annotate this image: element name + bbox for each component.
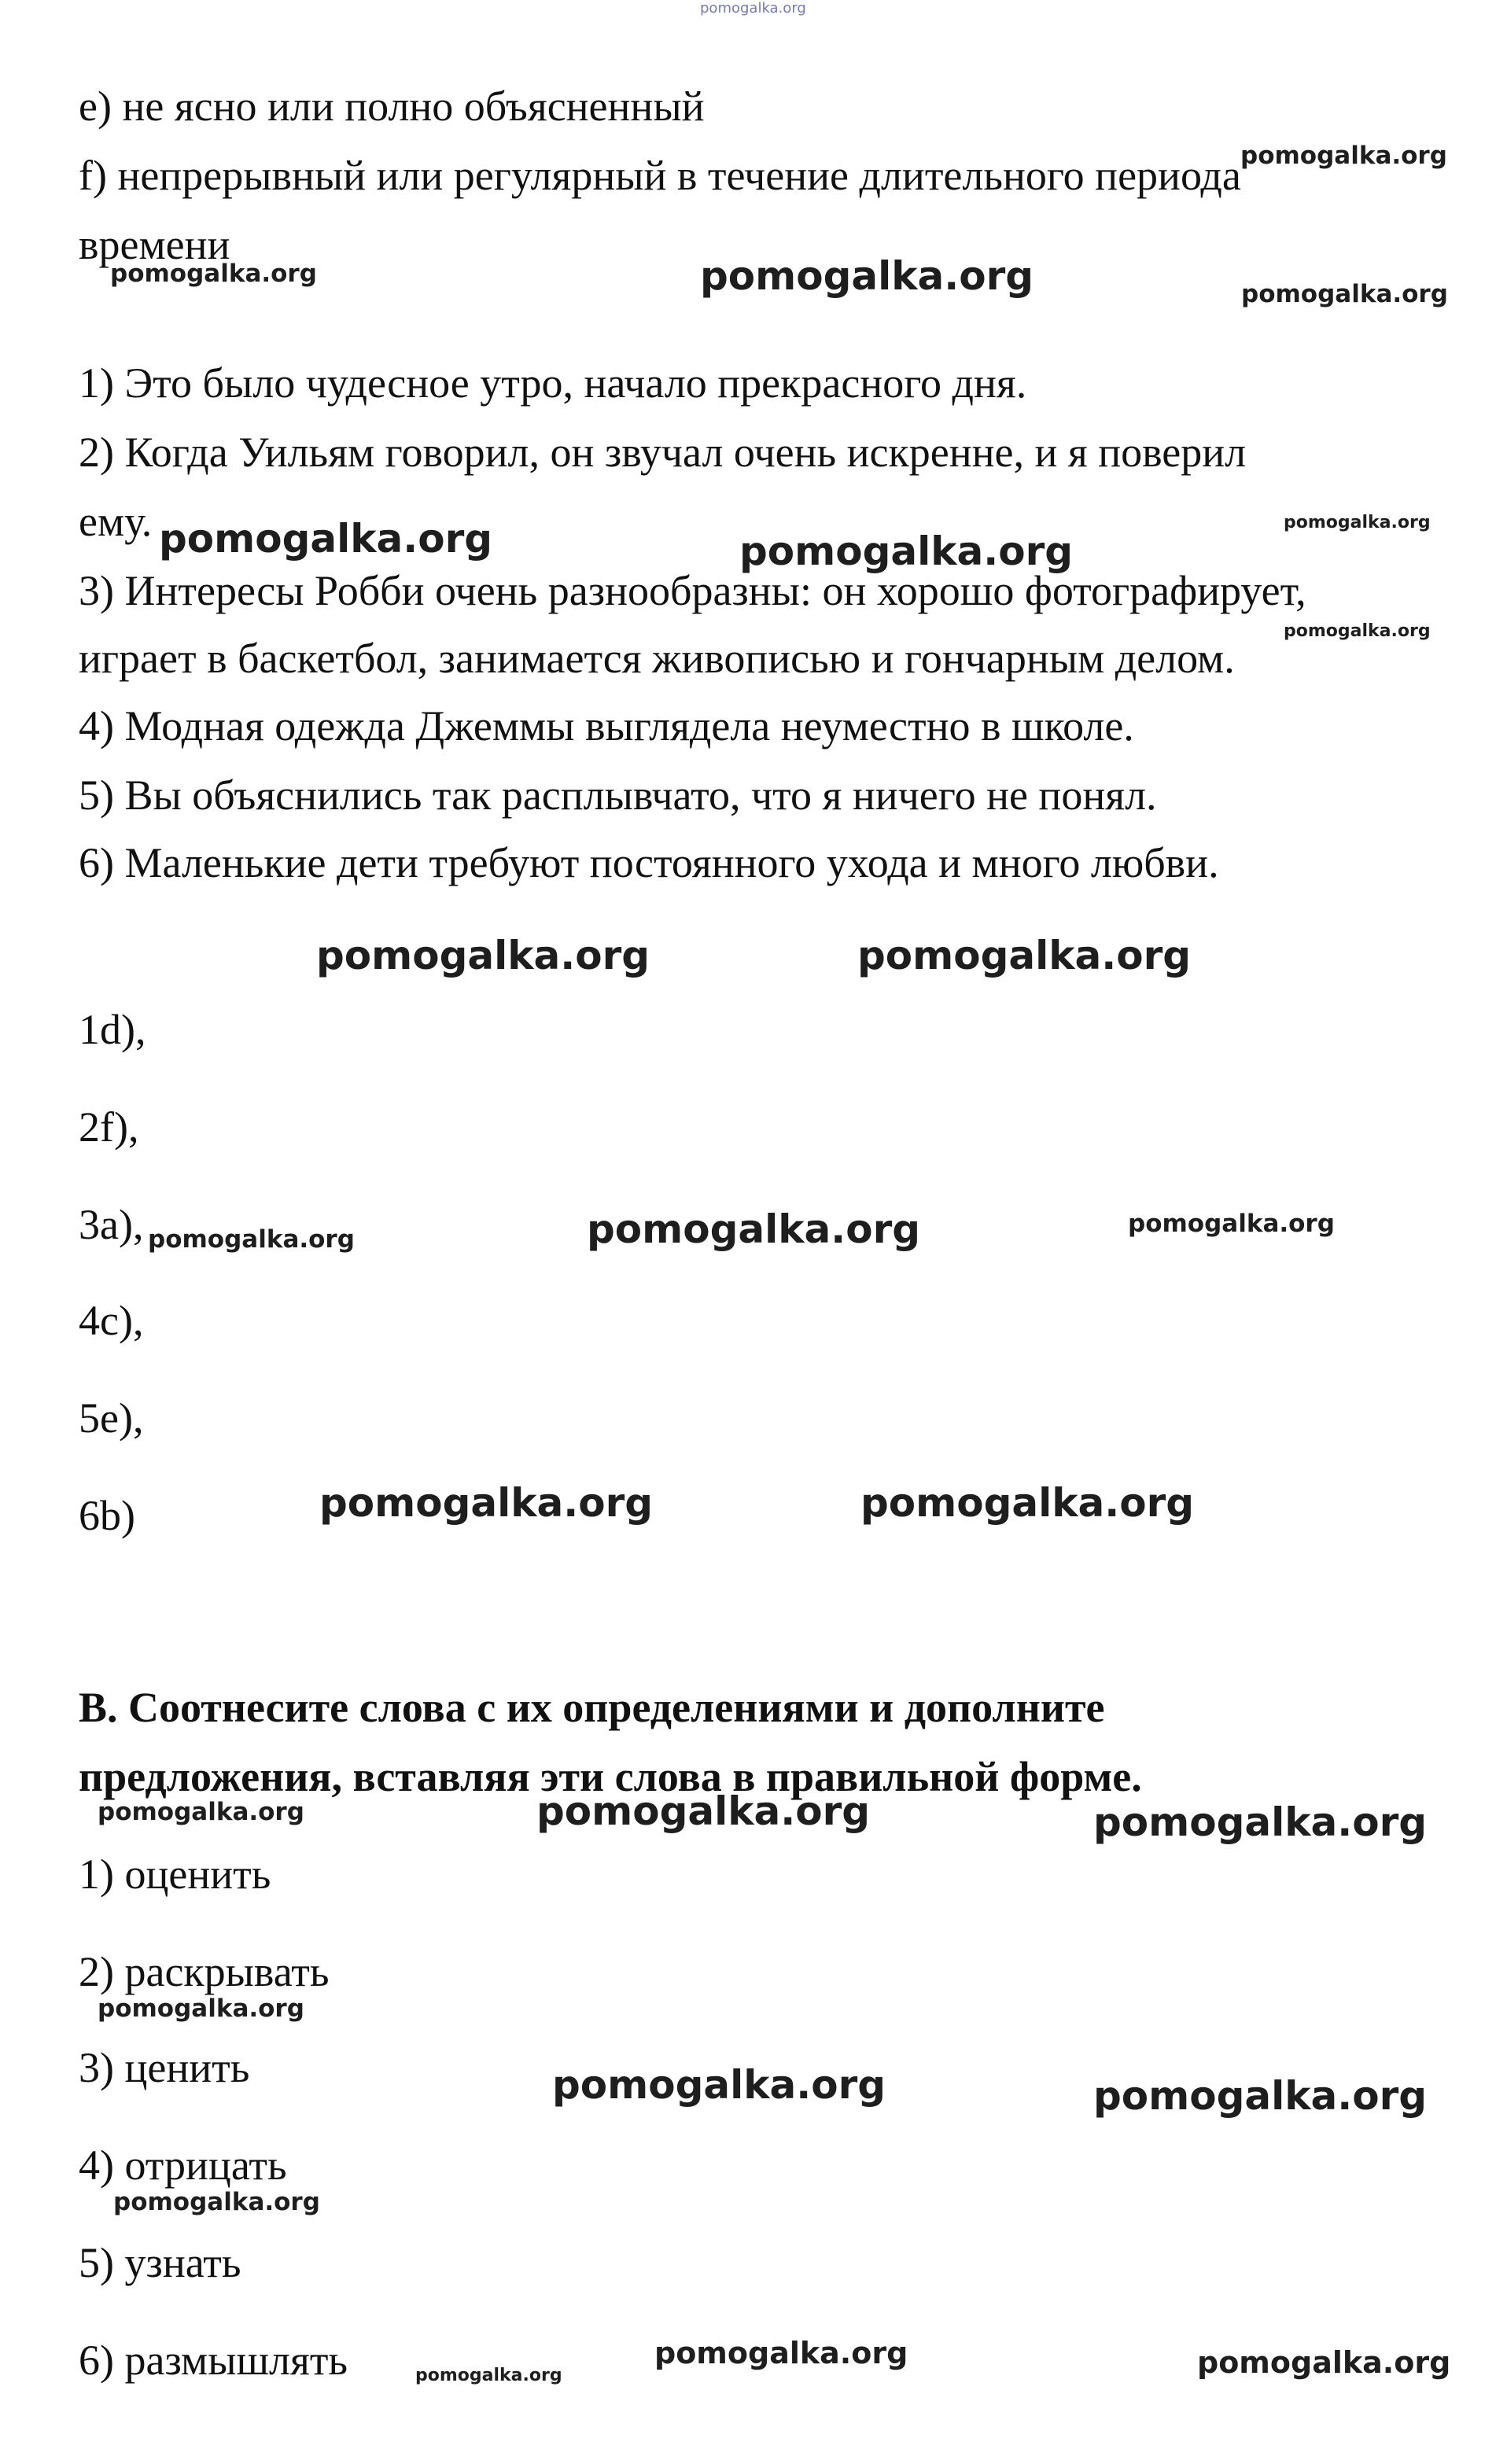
- definition-e: e) не ясно или полно объясненный: [79, 83, 705, 130]
- watermark: pomogalka.org: [536, 1788, 871, 1834]
- sentence-1: 1) Это было чудесное утро, начало прекрасного дня.: [79, 359, 1027, 407]
- watermark: pomogalka.org: [319, 1480, 654, 1526]
- answer-2: 2f),: [79, 1103, 139, 1151]
- watermark: pomogalka.org: [587, 1206, 921, 1252]
- sentence-6: 6) Маленькие дети требуют постоянного ухода и много любви.: [79, 839, 1219, 886]
- watermark: pomogalka.org: [1284, 621, 1431, 641]
- watermark: pomogalka.org: [1093, 1799, 1428, 1845]
- sentence-3-line1: 3) Интересы Робби очень разнообразны: он хорошо фотографирует,: [79, 567, 1306, 614]
- sentence-2-line2: ему.: [79, 498, 153, 545]
- watermark: pomogalka.org: [857, 933, 1192, 978]
- word-6: 6) размышлять: [79, 2337, 348, 2384]
- watermark: pomogalka.org: [654, 2336, 908, 2370]
- watermark: pomogalka.org: [1241, 280, 1448, 308]
- watermark: pomogalka.org: [316, 933, 650, 978]
- watermark: pomogalka.org: [700, 0, 806, 17]
- answer-6: 6b): [79, 1492, 135, 1539]
- word-1: 1) оценить: [79, 1851, 271, 1898]
- section-b-heading-line1: B. Соотнесите слова с их определениями и дополните: [79, 1684, 1105, 1731]
- watermark: pomogalka.org: [98, 1994, 304, 2023]
- answer-5: 5e),: [79, 1394, 144, 1442]
- definition-f-line1: f) непрерывный или регулярный в течение длительного периода: [79, 152, 1241, 199]
- watermark: pomogalka.org: [415, 2366, 562, 2385]
- watermark: pomogalka.org: [98, 1798, 304, 1826]
- answer-3: 3a),: [79, 1201, 144, 1248]
- watermark: pomogalka.org: [739, 529, 1074, 574]
- sentence-2-line1: 2) Когда Уильям говорил, он звучал очень искренне, и я поверил: [79, 429, 1247, 476]
- word-3: 3) ценить: [79, 2044, 250, 2091]
- watermark: pomogalka.org: [1197, 2345, 1451, 2380]
- watermark: pomogalka.org: [1240, 142, 1447, 170]
- watermark: pomogalka.org: [1284, 513, 1431, 532]
- watermark: pomogalka.org: [110, 260, 317, 288]
- definition-f-line2: времени: [79, 221, 230, 268]
- watermark: pomogalka.org: [1128, 1210, 1335, 1238]
- sentence-5: 5) Вы объяснились так расплывчато, что я ничего не понял.: [79, 772, 1157, 819]
- watermark: pomogalka.org: [860, 1480, 1195, 1526]
- watermark: pomogalka.org: [159, 516, 493, 562]
- sentence-3-line2: играет в баскетбол, занимается живописью и гончарным делом.: [79, 635, 1235, 682]
- watermark: pomogalka.org: [700, 253, 1034, 299]
- word-2: 2) раскрывать: [79, 1948, 330, 1995]
- watermark: pomogalka.org: [148, 1225, 355, 1254]
- word-4: 4) отрицать: [79, 2142, 287, 2189]
- watermark: pomogalka.org: [552, 2062, 886, 2108]
- sentence-4: 4) Модная одежда Джеммы выглядела неуместно в школе.: [79, 702, 1134, 750]
- watermark: pomogalka.org: [113, 2188, 320, 2216]
- answer-4: 4c),: [79, 1297, 144, 1344]
- word-5: 5) узнать: [79, 2239, 241, 2286]
- section-b-heading-line2: предложения, вставляя эти слова в правильной форме.: [79, 1753, 1142, 1800]
- watermark: pomogalka.org: [1093, 2073, 1428, 2119]
- answer-1: 1d),: [79, 1006, 146, 1053]
